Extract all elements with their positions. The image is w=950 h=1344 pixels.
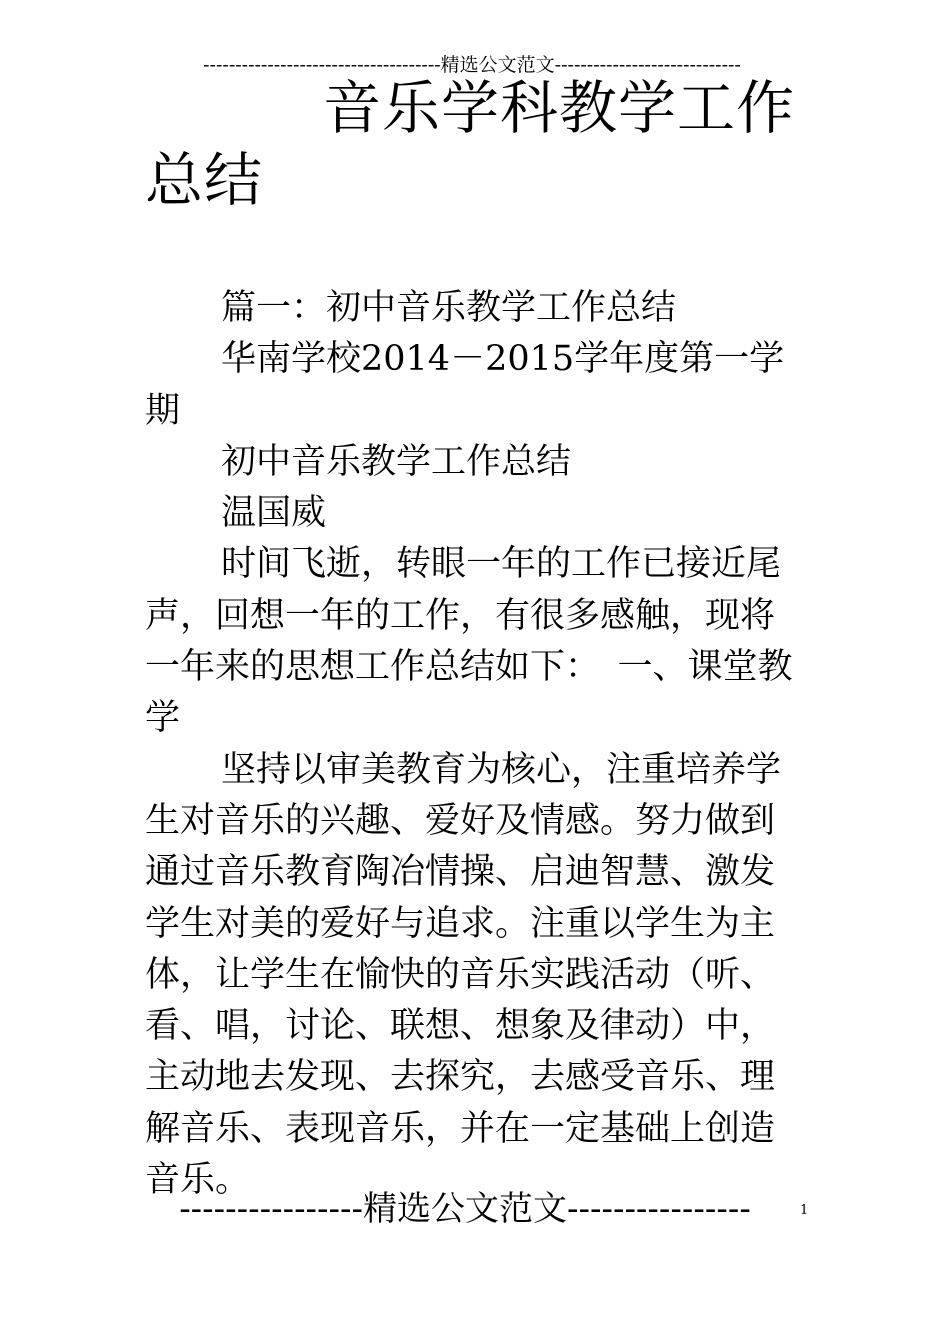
page-footer-rule: ----------------精选公文范文---------------- xyxy=(179,1189,751,1229)
page-number: 1 xyxy=(800,1203,809,1218)
paragraph-classroom-teaching: 坚持以审美教育为核心，注重培养学生对音乐的兴趣、爱好及情感。努力做到通过音乐教育陶冶情操、启迪智慧、激发学生对美的爱好与追求。注重以学生为主体，让学生在愉快的音乐实践活动（听、看、唱，讨论、联想、想象及律动）中，主动地去发现、去探究，去感受音乐、理解音乐、表现音乐，并在一定基础上创造音乐。 xyxy=(145,749,782,1201)
paragraph-section-heading: 篇一：初中音乐教学工作总结 xyxy=(221,288,677,328)
paragraph-intro: 时间飞逝，转眼一年的工作已接近尾声，回想一年的工作，有很多感触，现将一年来的思想工作总结如下： 一、课堂教学 xyxy=(145,544,793,739)
document-title-line-1: 音乐学科教学工作 xyxy=(323,74,796,142)
paragraph-school-term: 华南学校2014－2015学年度第一学期 xyxy=(145,339,785,431)
paragraph-author: 温国威 xyxy=(221,493,327,534)
page-header-rule: -------------------------------------精选公文范文----------------------------- xyxy=(203,54,741,76)
document-title xyxy=(145,72,805,216)
document-body xyxy=(145,283,807,1206)
document-title-line-2: 总结 xyxy=(145,146,264,214)
paragraph-subtitle: 初中音乐教学工作总结 xyxy=(221,441,572,482)
